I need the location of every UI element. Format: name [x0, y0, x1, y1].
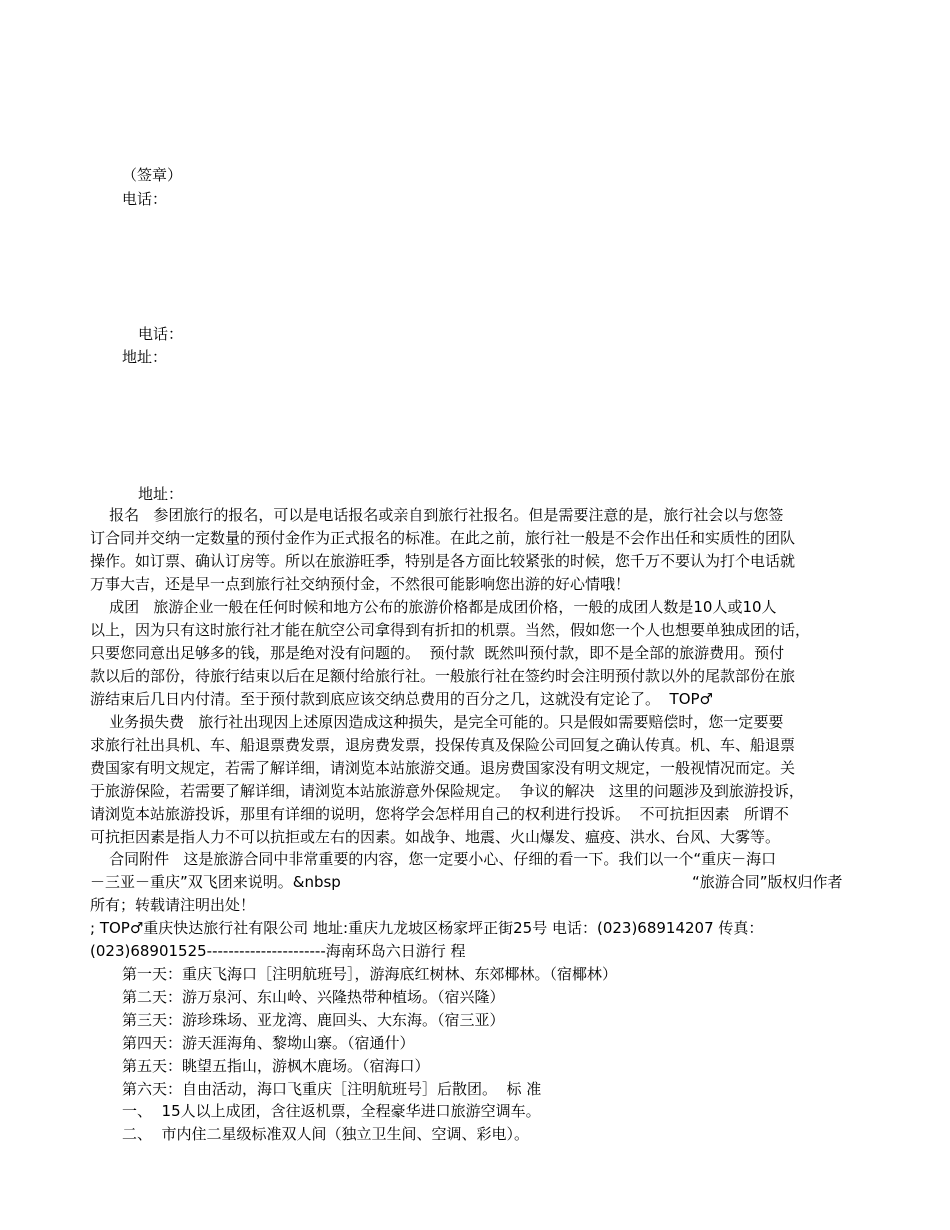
itinerary-day: 第六天：自由活动，海口飞重庆［注明航班号］后散团。 标 准 — [122, 1080, 542, 1098]
text-line: 业务损失费 旅行社出现因上述原因造成这种损失，是完全可能的。只是假如需要赔偿时，您一定要要 — [90, 713, 784, 731]
company-info: ; TOP♂重庆快达旅行社有限公司 地址:重庆九龙坡区杨家坪正街25号 电话：(023)68914207 传真： — [90, 919, 764, 937]
standards-list — [122, 1100, 842, 1146]
itinerary-day: 第四天：游天涯海角、黎坳山寨。（宿通什） — [122, 1034, 415, 1052]
seal-label: （签章） — [122, 166, 183, 184]
address-label: 地址： — [122, 348, 168, 366]
text-line: 于旅游保险，若需要了解详细，请浏览本站旅游意外保险规定。 争议的解决 这里的问题涉及到旅游投诉， — [90, 782, 804, 800]
itinerary-day: 第五天：眺望五指山，游枫木鹿场。（宿海口） — [122, 1057, 430, 1075]
phone-label: 电话： — [122, 190, 168, 208]
text-line: 款以后的部份，待旅行结束以后在足额付给旅行社。一般旅行社在签约时会注明预付款以外的尾款部份在旅 — [90, 667, 796, 685]
standard-item: 二、 市内住二星级标准双人间（独立卫生间、空调、彩电）。 — [122, 1125, 530, 1143]
text-line: 报名 参团旅行的报名，可以是电话报名或亲自到旅行社报名。但是需要注意的是，旅行社会以与您签 — [90, 506, 784, 524]
text-line: 可抗拒因素是指人力不可以抗拒或左右的因素。如战争、地震、火山爆发、瘟疫、洪水、台风、大雾等。 — [90, 828, 781, 846]
text-line: 游结束后几日内付清。至于预付款到底应该交纳总费用的百分之几，这就没有定论了。 TOP♂ — [90, 690, 714, 708]
paragraph-signup — [90, 504, 860, 596]
appendix-line: 所有；转载请注明出处！ — [90, 896, 256, 914]
text-line: 费国家有明文规定，若需了解详细，请浏览本站旅游交通。退房费国家没有明文规定，一般视情况而定。关 — [90, 759, 796, 777]
fax-title-line: (023)68901525----------------------海南环岛六日游行 程 — [90, 942, 466, 960]
text-line: 请浏览本站旅游投诉，那里有详细的说明，您将学会怎样用自己的权利进行投诉。 不可抗拒因素 所谓不 — [90, 805, 789, 823]
text-line: 订合同并交纳一定数量的预付金作为正式报名的标准。在此之前，旅行社一般是不会作出任和实质性的团队 — [90, 529, 796, 547]
itinerary-list — [122, 963, 842, 1101]
copyright-note: “旅游合同”版权归作者 — [692, 873, 843, 891]
paragraph-group — [90, 596, 860, 711]
itinerary-day: 第一天：重庆飞海口［注明航班号］，游海底红树林、东郊椰林。（宿椰林） — [122, 965, 618, 983]
appendix-line: －三亚－重庆”双飞团来说明。&nbsp — [90, 873, 341, 891]
text-line: 操作。如订票、确认订房等。所以在旅游旺季，特别是各方面比较紧张的时候，您千万不要认为打个电话就 — [90, 552, 796, 570]
phone-label: 电话： — [138, 325, 184, 343]
itinerary-day: 第三天：游珍珠场、亚龙湾、鹿回头、大东海。（宿三亚） — [122, 1011, 505, 1029]
itinerary-day: 第二天：游万泉河、东山岭、兴隆热带种植场。（宿兴隆） — [122, 988, 505, 1006]
standard-item: 一、 15人以上成团，含往返机票，全程豪华进口旅游空调车。 — [122, 1102, 541, 1120]
text-line: 求旅行社出具机、车、船退票费发票，退房费发票，投保传真及保险公司回复之确认传真。机、车、船退票 — [90, 736, 796, 754]
text-line: 成团 旅游企业一般在任何时候和地方公布的旅游价格都是成团价格，一般的成团人数是10人或10人 — [90, 598, 777, 616]
paragraph-loss-fees — [90, 711, 860, 849]
text-line: 万事大吉，还是早一点到旅行社交纳预付金，不然很可能影响您出游的好心情哦！ — [90, 575, 631, 593]
text-line: 以上，因为只有这时旅行社才能在航空公司拿得到有折扣的机票。当然，假如您一个人也想要单独成团的话， — [90, 621, 811, 639]
address-label: 地址： — [138, 485, 184, 503]
text-line: 只要您同意出足够多的钱，那是绝对没有问题的。 预付款 既然叫预付款，即不是全部的旅游费用。预付 — [90, 644, 785, 662]
appendix-line: 合同附件 这是旅游合同中非常重要的内容，您一定要小心、仔细的看一下。我们以一个“重庆－海口 — [90, 850, 777, 868]
